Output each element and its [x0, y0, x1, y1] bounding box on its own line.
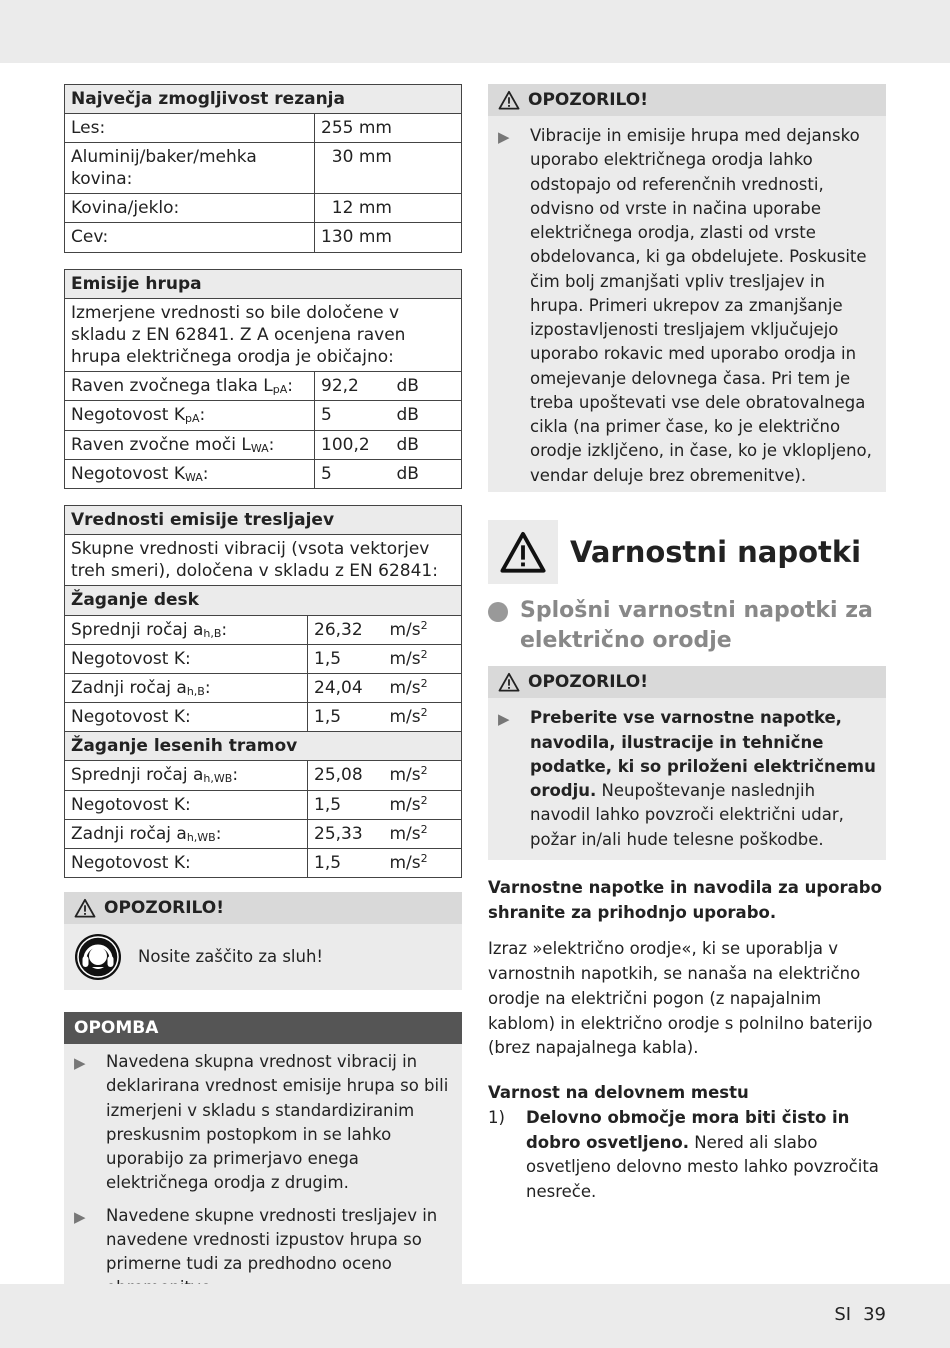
note-text: Navedene skupne vrednosti tresljajev in navedene vrednosti izpustov hrupa so primerne tudi za predhodno oceno — [106, 1205, 438, 1274]
label-text: Sprednji ročaj a — [71, 765, 204, 786]
label-text: Negotovost K — [71, 463, 185, 484]
row-value: 5 — [315, 401, 391, 430]
unit-superscript: 2 — [420, 793, 428, 807]
row-unit: dB — [391, 401, 462, 430]
section-heading — [488, 520, 886, 584]
row-label — [65, 819, 308, 848]
table-row — [65, 790, 462, 819]
table-row — [65, 114, 462, 143]
warning-icon — [498, 90, 520, 110]
table-row — [65, 819, 462, 848]
row-label — [65, 761, 308, 790]
warning-text: Nosite zaščito za sluh! — [138, 946, 324, 966]
label-subscript: h,B — [186, 684, 205, 698]
table-row — [65, 703, 462, 732]
term-definition-text: Izraz »električno orodje«, ki se uporablja v varnostnih napotkih, se nanaša na električno orodje na električni pogon (z napajalnim kablom) in električno orodje s polnilno baterijo (brez napajalnega kabla). — [488, 939, 873, 1058]
row-label: Les: — [65, 114, 315, 143]
label-subscript: pA — [272, 382, 288, 396]
right-column — [488, 84, 886, 1205]
label-subscript: h,WB — [203, 772, 233, 786]
table-intro: Izmerjene vrednosti so bile določene v skladu z EN 62841. Z A ocenjena raven hrupa električnega orodja je običajno: — [65, 298, 462, 371]
label-colon: : — [199, 405, 206, 426]
label-text: Zadnji ročaj a — [71, 677, 187, 698]
table-row — [65, 430, 462, 459]
list-item — [498, 706, 876, 852]
row-unit: dB — [391, 430, 462, 459]
label-text: Negotovost K: — [71, 707, 191, 728]
language-code: SI — [834, 1304, 852, 1325]
row-value: 92,2 — [315, 371, 391, 400]
hearing-warning-box — [64, 892, 462, 990]
ear-protection-icon — [74, 933, 122, 981]
warning-title: OPOZORILO! — [104, 898, 224, 919]
page-footer — [822, 1304, 886, 1325]
group-title: Žaganje lesenih tramov — [65, 732, 462, 761]
general-warning-box — [488, 666, 886, 860]
unit-text: m/s — [389, 794, 421, 815]
table-row — [65, 761, 462, 790]
row-value: 25,08 — [308, 761, 384, 790]
label-subscript: h,B — [203, 626, 222, 640]
row-unit — [384, 761, 462, 790]
arrow-bullet-icon: ▶ — [498, 710, 510, 729]
table-title: Vrednosti emisije tresljajev — [65, 506, 462, 535]
numbered-item — [488, 1106, 886, 1205]
warning-title: OPOZORILO! — [528, 90, 648, 110]
row-label — [65, 644, 308, 673]
table-row — [65, 371, 462, 400]
list-item — [74, 1050, 452, 1196]
unit-text: m/s — [389, 823, 421, 844]
warning-bold-text: Preberite vse varnostne napotke, navodila, ilustracije in tehnične podatke, ki so priloženi električnemu orodju. — [530, 708, 876, 801]
note-body — [64, 1044, 462, 1307]
warning-header — [488, 84, 886, 116]
table-row — [65, 849, 462, 878]
row-unit — [384, 849, 462, 878]
row-unit: dB — [391, 371, 462, 400]
row-value: 1,5 — [308, 849, 384, 878]
label-colon: : — [268, 434, 275, 455]
bullet-dot-icon — [488, 602, 508, 622]
row-label — [65, 401, 315, 430]
note-box — [64, 1012, 462, 1307]
group-title: Žaganje desk — [65, 586, 462, 615]
warning-header — [488, 666, 886, 698]
table-row — [65, 401, 462, 430]
row-value: 1,5 — [308, 644, 384, 673]
unit-superscript: 2 — [420, 852, 428, 866]
vibration-emission-table — [64, 505, 462, 878]
unit-text: m/s — [389, 765, 421, 786]
row-value: 25,33 — [308, 819, 384, 848]
unit-superscript: 2 — [420, 647, 428, 661]
row-unit — [384, 644, 462, 673]
left-column — [64, 84, 462, 1307]
row-unit — [384, 673, 462, 702]
row-label: Cev: — [65, 223, 315, 252]
item-text: Nered ali slabo osvetljeno delovno mesto lahko povzročita nesreče. — [526, 1132, 879, 1202]
warning-body — [488, 698, 886, 860]
label-colon: : — [215, 823, 222, 844]
row-label — [65, 790, 308, 819]
label-text: Zadnji ročaj a — [71, 823, 187, 844]
header-band — [0, 0, 950, 63]
row-label — [65, 615, 308, 644]
table-row — [65, 459, 462, 488]
label-text: Negotovost K — [71, 405, 185, 426]
noise-emission-table — [64, 269, 462, 490]
row-value: 255 mm — [315, 114, 462, 143]
warning-text: Vibracije in emisije hrupa med dejansko uporabo električnega orodja lahko odstopajo od referenčnih vrednosti, odvisno od vrste in načina uporabe električnega orodja, zlasti od vrste obdelovanca, ki ga obdelujete. Poskusite čim bolj zmanjšati vpliv tresljajev in hrupa. Primeri ukrepov za zmanjšanje izpostavljenosti tresljajem vključujejo uporabo rokavic med uporabo orodja in omejevanje delovnega časa. Pri tem je treba upoštevati vse dele obratovalnega cikla (na primer čase, ko je električno orodje izkljčeno, in čase, ko je vklopljeno, vendar deluje brez obremenitve). — [530, 126, 872, 485]
row-label — [65, 459, 315, 488]
row-value: 30 mm — [315, 143, 462, 194]
label-text: Raven zvočnega tlaka L — [71, 375, 273, 396]
page-number: 39 — [863, 1304, 886, 1325]
note-text: Navedena skupna vrednost vibracij in deklarirana vrednost emisije hrupa so bili izmerjeni v skladu s standardiziranim preskusnim postopkom in se lahko uporabijo za primerjavo enega električnega orodja z drugim. — [106, 1052, 449, 1193]
row-label: Aluminij/baker/mehka kovina: — [65, 143, 315, 194]
unit-superscript: 2 — [420, 618, 428, 632]
subsection-title: Splošni varnostni napotki za električno orodje — [520, 597, 873, 654]
label-text: Raven zvočne moči L — [71, 434, 251, 455]
vibration-warning-box — [488, 84, 886, 492]
table-row — [65, 194, 462, 223]
label-text: Negotovost K: — [71, 853, 191, 874]
arrow-bullet-icon: ▶ — [74, 1207, 86, 1226]
label-colon: : — [287, 375, 294, 396]
row-value: 12 mm — [315, 194, 462, 223]
warning-header — [64, 892, 462, 924]
row-unit — [384, 703, 462, 732]
row-label — [65, 430, 315, 459]
unit-superscript: 2 — [420, 764, 428, 778]
label-colon: : — [202, 463, 209, 484]
warning-text: Neupoštevanje naslednjih navodil lahko povzroči električni udar, požar in/ali hude telesne poškodbe. — [530, 781, 844, 849]
row-label: Kovina/jeklo: — [65, 194, 315, 223]
table-row — [65, 644, 462, 673]
large-warning-box — [488, 520, 558, 584]
arrow-bullet-icon: ▶ — [498, 128, 510, 146]
warning-icon — [499, 531, 547, 573]
unit-superscript: 2 — [420, 706, 428, 720]
unit-text: m/s — [389, 853, 421, 874]
section-title: Varnostni napotki — [570, 534, 862, 569]
label-text: Sprednji ročaj a — [71, 619, 204, 640]
item-number: 1) — [488, 1107, 505, 1127]
unit-text: m/s — [389, 677, 421, 698]
footer-band — [0, 1284, 950, 1348]
row-label — [65, 849, 308, 878]
item-bold-text: Delovno območje mora biti čisto in dobro osvetljeno. — [526, 1107, 850, 1152]
warning-icon — [74, 898, 96, 918]
subsection-heading — [488, 596, 886, 657]
label-colon: : — [204, 677, 211, 698]
label-text: Negotovost K: — [71, 794, 191, 815]
arrow-bullet-icon: ▶ — [74, 1054, 86, 1073]
cutting-capacity-table — [64, 84, 462, 253]
table-row — [65, 673, 462, 702]
table-title: Emisije hrupa — [65, 269, 462, 298]
row-value: 26,32 — [308, 615, 384, 644]
table-row — [65, 615, 462, 644]
warning-icon — [498, 672, 520, 692]
row-label — [65, 371, 315, 400]
unit-text: m/s — [389, 619, 421, 640]
warning-title: OPOZORILO! — [528, 672, 648, 693]
row-value: 130 mm — [315, 223, 462, 252]
unit-superscript: 2 — [420, 822, 428, 836]
warning-body — [488, 116, 886, 492]
label-colon: : — [221, 619, 228, 640]
note-title: OPOMBA — [64, 1012, 462, 1044]
label-subscript: WA — [184, 470, 203, 484]
table-row — [65, 223, 462, 252]
workplace-safety-heading: Varnost na delovnem mestu — [488, 1083, 749, 1103]
list-item — [498, 124, 876, 488]
row-label — [65, 673, 308, 702]
label-text: Negotovost K: — [71, 648, 191, 669]
unit-text: m/s — [389, 648, 421, 669]
label-subscript: pA — [184, 412, 200, 426]
unit-text: m/s — [389, 707, 421, 728]
row-unit — [384, 819, 462, 848]
row-unit: dB — [391, 459, 462, 488]
row-unit — [384, 790, 462, 819]
warning-body — [64, 924, 462, 990]
label-subscript: WA — [250, 441, 269, 455]
label-colon: : — [232, 765, 239, 786]
row-value: 24,04 — [308, 673, 384, 702]
table-title: Največja zmogljivost rezanja — [65, 85, 462, 114]
table-row — [65, 143, 462, 194]
label-subscript: h,WB — [186, 830, 216, 844]
row-value: 5 — [315, 459, 391, 488]
keep-instructions-text: Varnostne napotke in navodila za uporabo shranite za prihodnjo uporabo. — [488, 877, 882, 922]
unit-superscript: 2 — [420, 676, 428, 690]
row-value: 1,5 — [308, 790, 384, 819]
row-unit — [384, 615, 462, 644]
row-value: 1,5 — [308, 703, 384, 732]
row-value: 100,2 — [315, 430, 391, 459]
table-intro: Skupne vrednosti vibracij (vsota vektorjev treh smeri), določena v skladu z EN 62841: — [65, 535, 462, 586]
row-label — [65, 703, 308, 732]
